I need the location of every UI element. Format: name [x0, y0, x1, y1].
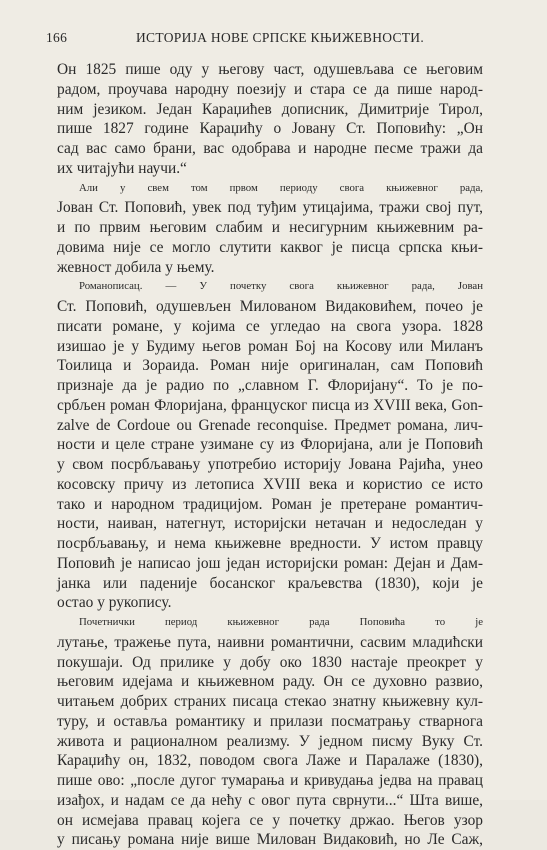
text-line: и по првим његовим слабим и несигурним књижевним ра-: [57, 219, 483, 236]
text-line: изађох, и надам се да нећу с овог пута сврнути...“ Шта више,: [57, 791, 483, 809]
text-line: Ст. Поповић, одушевљен Милованом Видаковићем, почео је: [57, 298, 483, 315]
paragraph-4: [57, 613, 483, 850]
text-line: довима није се могло слутити каквог је писца српска књи-: [57, 238, 483, 256]
text-line: признаје да је радио по „славном Г. Флоријану“. То је по-: [57, 377, 483, 394]
text-line: Караџићу он, 1832, поводом свога Лаже и Паралаже (1830),: [57, 752, 483, 770]
text-line: Тоилица и Зораида. Роман није оригиналан, сам Поповић: [57, 357, 483, 375]
text-line: србљен роман Флоријана, француског писца из XVIII века, Gon-: [57, 396, 483, 414]
text-line: сад вас само брани, вас одобрава и народне песме тражи да: [57, 140, 483, 157]
text-line: пише 1827 године Караџићу о Јовану Ст. Поповићу: „Он: [57, 120, 483, 138]
text-line: радом, проучава народну поезију и стара се да пише народ-: [57, 80, 483, 98]
text-line: писати романе, у којима се угледао на свога узора. 1828: [57, 317, 483, 335]
page-number: 166: [46, 30, 68, 45]
text-line: Романописац. — У почетку свога књижевног рада, Јован: [79, 280, 483, 293]
running-title: ИСТОРИЈА НОВЕ СРПСКЕ КЊИЖЕВНОСТИ.: [136, 30, 425, 45]
body-text: [57, 60, 483, 850]
text-line: лутање, тражење пута, наивни романтични, сасвим младићски: [57, 633, 483, 651]
text-line: пише ово: „после дугог тумарања и кривудања једва на правац: [57, 772, 483, 789]
text-line: ности и целе стране узимане су из Флоријана, али је Поповић: [57, 436, 483, 454]
text-line: изишао је у Будиму његов роман Бој на Косову или Миланъ: [57, 337, 483, 355]
text-line: у свом посрбљавању употребио историју Јована Рајића, унео: [57, 456, 483, 473]
text-line: их читајући научи.“: [57, 159, 187, 177]
text-line: ним језиком. Један Караџићев дописник, Димитрије Тирол,: [57, 100, 483, 118]
text-line: посрбљавању, и нема књижевне вредности. У истом правцу: [57, 535, 483, 552]
text-line: тако и народном традицијом. Роман је претеране романтич-: [57, 495, 483, 513]
text-line: јанка или паденије босанског краљевства (1830), који је: [57, 574, 483, 592]
text-line: Али у свем том првом периоду свога књижевног рада,: [79, 181, 483, 194]
text-line: Јован Ст. Поповић, увек под туђим утицајима, тражи свој пут,: [57, 199, 483, 217]
text-line: он исмејава правац којега се у почетку држао. Његов узор: [57, 811, 483, 829]
paragraph-2: [57, 179, 483, 278]
text-line: Он 1825 пише оду у његову част, одушевљава се његовим: [57, 61, 483, 78]
text-line: жевност добила у њему.: [57, 258, 215, 276]
text-line: Почетнички период књижевног рада Поповића то је: [79, 616, 483, 628]
text-line: ности, наиван, натегнут, историјски нетачан и недоследан у: [57, 515, 483, 533]
text-line: његовим идејама и књижевном раду. Он се духовно развио,: [57, 673, 483, 691]
text-line: читањем добрих страних писаца стекао знатну књижевну кул-: [57, 693, 483, 710]
text-line: остао у рукопису.: [57, 594, 172, 612]
text-line: Поповић је написао још један историјски роман: Дејан и Дам-: [57, 554, 483, 572]
text-line: туру, и оставља романтику и прилази посматрању стварнога: [57, 712, 483, 730]
text-line: косовску причу из летописа XVIII века и користио се исто: [57, 475, 483, 493]
paragraph-1: [57, 60, 483, 179]
text-line: zalve de Cordoue ou Grenade reconquise. Предмет романа, лич-: [57, 416, 483, 434]
text-line: у писању романа није више Милован Видаковић, но Ле Саж,: [57, 831, 483, 849]
text-line: покушаји. Од прилике у добу око 1830 настаје преокрет у: [57, 653, 483, 671]
paragraph-3: [57, 277, 483, 613]
text-line: живота и рационалном реализму. У једном писму Вуку Ст.: [57, 732, 483, 750]
